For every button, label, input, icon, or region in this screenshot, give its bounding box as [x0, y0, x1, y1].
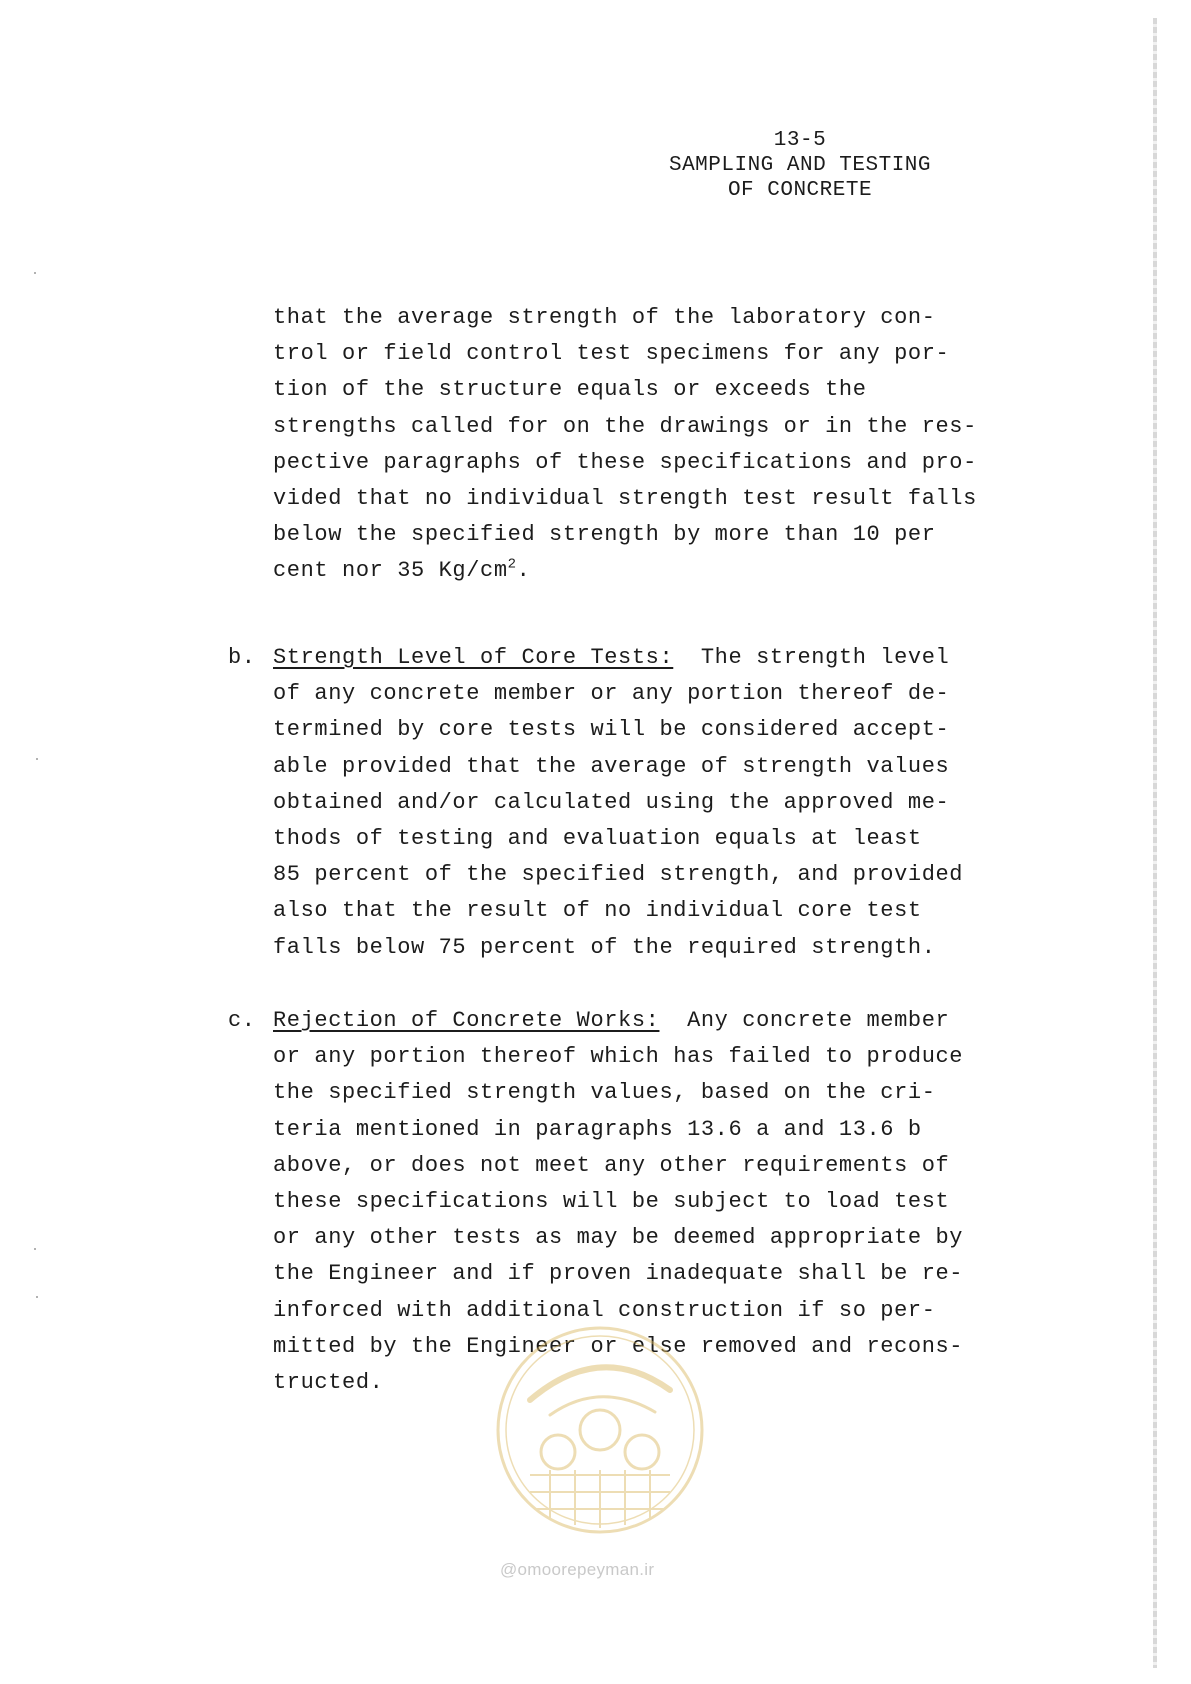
text-line: the Engineer and if proven inadequate shall be re-	[273, 1261, 964, 1287]
text-line: vided that no individual strength test result falls	[273, 486, 977, 512]
paragraph-heading: Rejection of Concrete Works:	[273, 1008, 660, 1033]
text-line: 85 percent of the specified strength, and provided	[273, 862, 964, 888]
text-line: tructed.	[273, 1370, 384, 1396]
text-line: teria mentioned in paragraphs 13.6 a and 13.6 b	[273, 1116, 922, 1142]
text-line: that the average strength of the laboratory con-	[273, 305, 936, 330]
scan-edge-line	[1153, 18, 1157, 1668]
paragraph-heading-line	[273, 1003, 963, 1039]
heading-line-rest: The strength level	[700, 645, 950, 670]
page-header	[640, 128, 960, 203]
scan-speck	[34, 272, 36, 274]
text-line: below the specified strength by more than 10 per	[273, 522, 936, 548]
text-line: or any portion thereof which has failed to produce	[273, 1044, 964, 1070]
text-line: termined by core tests will be considered accept-	[273, 717, 950, 743]
text-line: the specified strength values, based on the cri-	[273, 1080, 936, 1106]
header-title-line-2: OF CONCRETE	[727, 179, 873, 202]
scan-speck	[34, 1248, 36, 1250]
header-title-line-1: SAMPLING AND TESTING	[668, 154, 932, 177]
text-line: or any other tests as may be deemed appropriate by	[273, 1225, 964, 1251]
text-line: also that the result of no individual core test	[273, 898, 922, 924]
text-line: above, or does not meet any other requirements of	[273, 1152, 950, 1178]
intro-paragraph	[273, 300, 1053, 590]
final-line-end: .	[516, 558, 531, 584]
scan-speck	[36, 1296, 38, 1298]
final-line-text: cent nor 35 Kg/cm	[273, 558, 508, 584]
text-line: falls below 75 percent of the required strength.	[273, 934, 936, 960]
paragraph-marker: b.	[228, 645, 256, 670]
text-line: strengths called for on the drawings or in the res-	[273, 413, 977, 439]
text-line: able provided that the average of strength values	[273, 753, 950, 779]
text-line: of any concrete member or any portion thereof de-	[273, 681, 950, 707]
paragraph-marker: c.	[228, 1008, 256, 1033]
text-line: inforced with additional construction if so per-	[273, 1297, 936, 1323]
text-line-final	[273, 553, 1053, 589]
superscript-exponent: 2	[507, 557, 517, 574]
heading-line-rest: Any concrete member	[687, 1008, 950, 1033]
text-line: these specifications will be subject to load test	[273, 1189, 950, 1215]
paragraph-heading-line	[273, 640, 963, 676]
section-number: 13-5	[773, 129, 827, 152]
text-line: trol or field control test specimens for any por-	[273, 341, 950, 367]
text-line: pective paragraphs of these specifications and pro-	[273, 449, 977, 475]
watermark-url: @omoorepeyman.ir	[500, 1560, 655, 1579]
watermark-logo-icon	[490, 1320, 710, 1540]
scan-speck	[36, 758, 38, 760]
text-line: thods of testing and evaluation equals at least	[273, 826, 922, 852]
text-line: tion of the structure equals or exceeds the	[273, 377, 867, 403]
text-line: obtained and/or calculated using the approved me-	[273, 789, 950, 815]
text-line: mitted by the Engineer or else removed and recons-	[273, 1333, 964, 1359]
paragraph-heading: Strength Level of Core Tests:	[273, 645, 674, 670]
